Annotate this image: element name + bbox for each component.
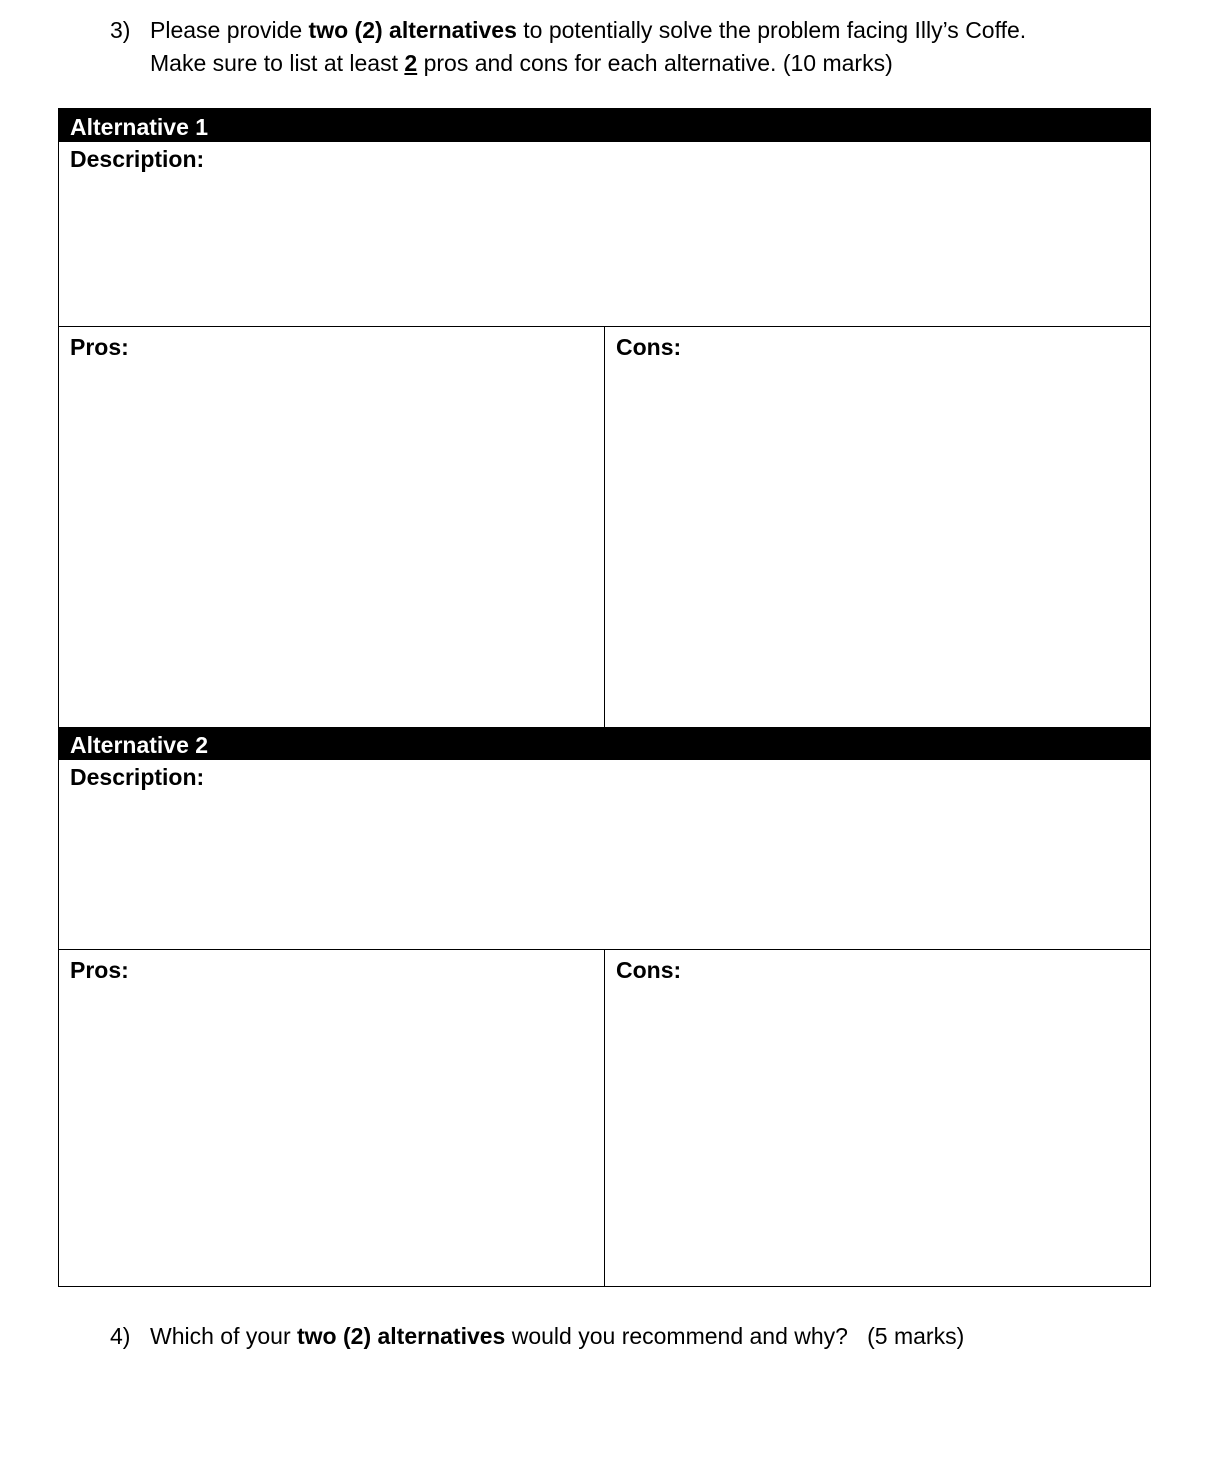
alternative-2-cons-cell[interactable] <box>605 950 1150 1286</box>
question-4-number: 4) <box>110 1323 131 1349</box>
question-4-suffix: would you recommend and why? (5 marks) <box>505 1323 965 1349</box>
question-3-line-2-suffix: pros and cons for each alternative. (10 marks) <box>417 50 893 76</box>
question-3-number: 3) <box>110 17 131 43</box>
alternative-2-header: Alternative 2 <box>59 727 1150 760</box>
question-3-line-1-suffix: to potentially solve the problem facing Illy’s Coffe. <box>516 17 1027 43</box>
alternative-2-pros-label: Pros: <box>70 957 129 983</box>
question-3 <box>110 14 1190 84</box>
question-4-bold: two (2) alternatives <box>297 1323 506 1349</box>
alternative-2-table <box>58 727 1151 1287</box>
question-4-prefix: Which of your <box>150 1323 297 1349</box>
alternative-1-cons-cell[interactable] <box>605 327 1150 727</box>
question-3-line-1-prefix: Please provide <box>150 17 309 43</box>
alternative-2-pros-cell[interactable] <box>59 950 605 1286</box>
question-3-line-2-underlined: 2 <box>404 50 418 76</box>
alternative-2-description-cell[interactable] <box>59 760 1150 950</box>
alternative-1-cons-label: Cons: <box>616 334 682 360</box>
question-3-line-2-prefix: Make sure to list at least <box>150 50 405 76</box>
alternative-1-header: Alternative 1 <box>59 109 1150 142</box>
alternative-2-cons-label: Cons: <box>616 957 682 983</box>
alternative-2-description-label: Description: <box>70 764 205 790</box>
alternative-1-pros-cell[interactable] <box>59 327 605 727</box>
question-3-line-2 <box>150 47 893 80</box>
alternative-1-table <box>58 108 1151 728</box>
question-4 <box>110 1320 1190 1356</box>
alternative-1-pros-label: Pros: <box>70 334 129 360</box>
question-3-line-1-bold: two (2) alternatives <box>308 17 517 43</box>
question-4-text <box>150 1320 964 1353</box>
question-3-line-1 <box>150 14 1026 47</box>
alternative-1-description-label: Description: <box>70 146 205 172</box>
alternative-1-description-cell[interactable] <box>59 142 1150 327</box>
